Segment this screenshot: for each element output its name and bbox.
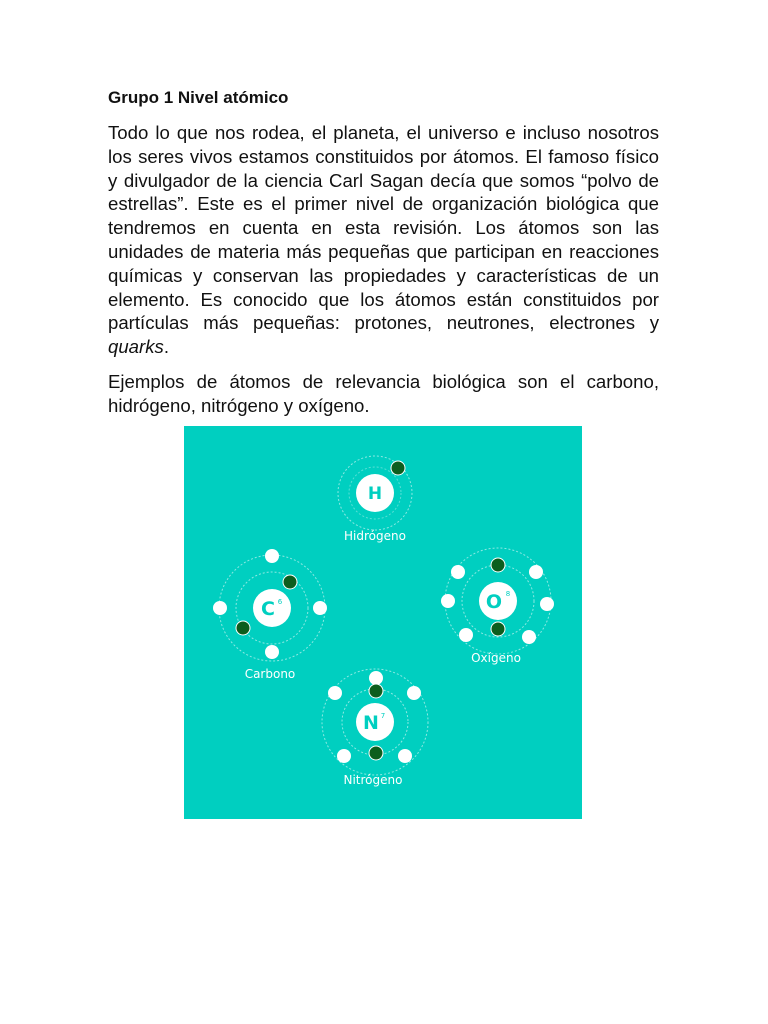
carbon-outer-electron <box>213 601 227 615</box>
carbon-outer-electron <box>265 645 279 659</box>
atoms-figure <box>184 426 582 819</box>
nitrogen-label: Nitrógeno <box>343 773 403 787</box>
nitrogen-outer-electron <box>369 671 383 685</box>
hydrogen-electron <box>391 461 405 475</box>
hydrogen-symbol: H <box>367 484 383 504</box>
oxygen-outer-electron <box>522 630 536 644</box>
quarks-italic: quarks <box>108 336 164 358</box>
carbon-inner-electron <box>283 575 297 589</box>
carbon-label: Carbono <box>244 667 296 681</box>
oxygen-inner-electron <box>491 558 505 572</box>
oxygen-outer-electron <box>529 565 543 579</box>
oxygen-superscript: 8 <box>505 590 511 598</box>
nitrogen-outer-electron <box>407 686 421 700</box>
nitrogen-outer-electron <box>398 749 412 763</box>
nitrogen-inner-electron <box>369 684 383 698</box>
nitrogen-inner-electron <box>369 746 383 760</box>
oxygen-outer-electron <box>451 565 465 579</box>
carbon-symbol: C <box>261 598 275 620</box>
carbon-inner-electron <box>236 621 250 635</box>
oxygen-inner-electron <box>491 622 505 636</box>
oxygen-label: Oxígeno <box>471 651 521 665</box>
oxygen-outer-electron <box>441 594 455 608</box>
oxygen-outer-electron <box>459 628 473 642</box>
hydrogen-label: Hidrógeno <box>344 529 406 543</box>
carbon-outer-electron <box>265 549 279 563</box>
intro-paragraph <box>108 121 659 359</box>
intro-paragraph-text: Todo lo que nos rodea, el planeta, el universo e incluso nosotros los seres vivos estamos constituidos por átomos. El famoso físico y divulgador de la ciencia Carl Sagan decía que somos “polvo de estrellas”. Este es el primer nivel de organización biológica que tendremos en cuenta en esta revisión. Los átomos son las unidades de materia más pequeñas que participan en reacciones químicas y conservan las propiedades y características de un elemento. Es conocido que los átomos están constituidos por partículas más pequeñas: protones, neutrones, electrones y <box>108 122 659 334</box>
oxygen-outer-electron <box>540 597 554 611</box>
carbon-outer-electron <box>313 601 327 615</box>
nitrogen-symbol: N <box>363 712 379 734</box>
nitrogen-superscript: 7 <box>380 712 386 720</box>
section-heading: Grupo 1 Nivel atómico <box>108 88 289 107</box>
intro-paragraph-end: . <box>163 336 169 358</box>
nitrogen-outer-electron <box>328 686 342 700</box>
atoms-diagram <box>184 426 582 819</box>
carbon-superscript: 6 <box>277 598 283 606</box>
nitrogen-outer-electron <box>337 749 351 763</box>
examples-paragraph: Ejemplos de átomos de relevancia biológica son el carbono, hidrógeno, nitrógeno y oxígeno. <box>108 371 659 416</box>
oxygen-symbol: O <box>485 591 503 613</box>
